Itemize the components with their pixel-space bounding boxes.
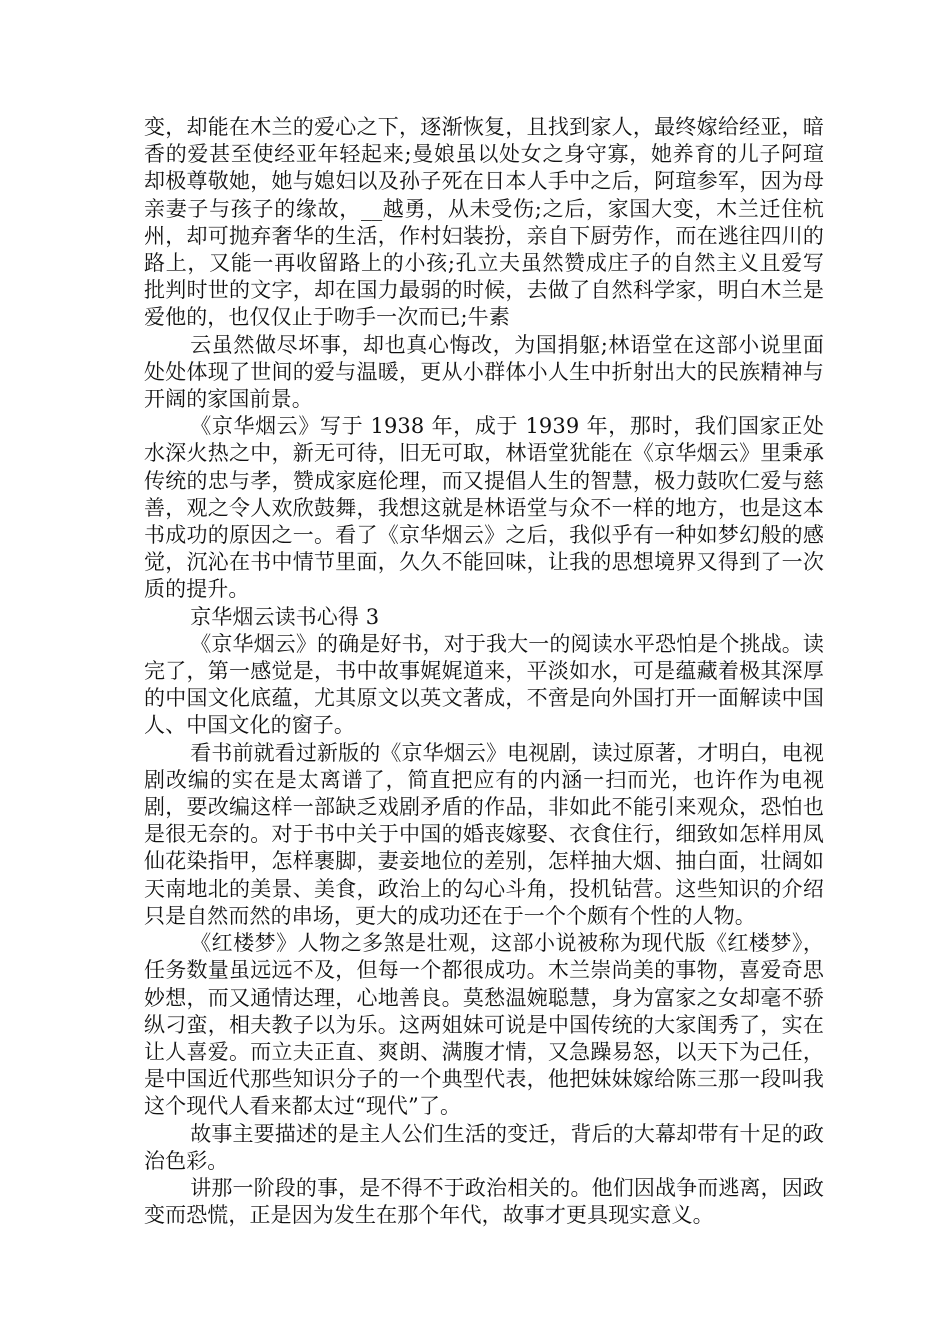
paragraph-4: 《京华烟云》的确是好书，对于我大一的阅读水平恐怕是个挑战。读完了，第一感觉是，书中故事娓娓道来，平淡如水，可是蕴藏着极其深厚的中国文化底蕴，尤其原文以英文著成，不啻是向外国打开一面解读中国人、中国文化的窗子。: [144, 631, 824, 738]
document-page: [144, 114, 824, 1229]
paragraph-8: 讲那一阶段的事，是不得不于政治相关的。他们因战争而逃离，因政变而恐慌，正是因为发生在那个年代，故事才更具现实意义。: [144, 1175, 824, 1228]
paragraph-5: 看书前就看过新版的《京华烟云》电视剧，读过原著，才明白，电视剧改编的实在是太离谱了，简直把应有的内涵一扫而光，也许作为电视剧，要改编这样一部缺乏戏剧矛盾的作品，非如此不能引来观众，恐怕也是很无奈的。对于书中关于中国的婚丧嫁娶、衣食住行，细致如怎样用凤仙花染指甲，怎样裹脚，妻妾地位的差别，怎样抽大烟、抽白面，壮阔如天南地北的美景、美食，政治上的勾心斗角，投机钻营。这些知识的介绍只是自然而然的串场，更大的成功还在于一个个颇有个性的人物。: [144, 740, 824, 928]
paragraph-3: 《京华烟云》写于 1938 年，成于 1939 年，那时，我们国家正处水深火热之中，新无可待，旧无可取，林语堂犹能在《京华烟云》里秉承传统的忠与孝，赞成家庭伦理，而又提倡人生的智慧，极力鼓吹仁爱与慈善，观之令人欢欣鼓舞，我想这就是林语堂与众不一样的地方，也是这本书成功的原因之一。看了《京华烟云》之后，我似乎有一种如梦幻般的感觉，沉沁在书中情节里面，久久不能回味，让我的思想境界又得到了一次质的提升。: [144, 414, 824, 602]
paragraph-2: 云虽然做尽坏事，却也真心悔改，为国捐躯;林语堂在这部小说里面处处体现了世间的爱与温暖，更从小群体小人生中折射出大的民族精神与开阔的家国前景。: [144, 332, 824, 412]
section-heading: 京华烟云读书心得 3: [190, 604, 380, 629]
paragraph-1: 变，却能在木兰的爱心之下，逐渐恢复，且找到家人，最终嫁给经亚，暗香的爱甚至使经亚年轻起来;曼娘虽以处女之身守寡，她养育的儿子阿瑄却极尊敬她，她与媳妇以及孙子死在日本人手中之后，阿瑄参军，因为母亲妻子与孩子的缘故，__越勇，从未受伤;之后，家国大变，木兰迁住杭州，却可抛弃奢华的生活，作村妇装扮，亲自下厨劳作，而在逃往四川的路上，又能一再收留路上的小孩;孔立夫虽然赞成庄子的自然主义且爱写批判时世的文字，却在国力最弱的时候，去做了自然科学家，明白木兰是爱他的，也仅仅止于吻手一次而已;牛素: [144, 115, 824, 330]
paragraph-7: 故事主要描述的是主人公们生活的变迁，背后的大幕却带有十足的政治色彩。: [144, 1121, 824, 1173]
paragraph-6: 《红楼梦》人物之多煞是壮观，这部小说被称为现代版《红楼梦》，任务数量虽远远不及，但每一个都很成功。木兰崇尚美的事物，喜爱奇思妙想，而又通情达理，心地善良。莫愁温婉聪慧，身为富家之女却毫不骄纵刁蛮，相夫教子以为乐。这两姐妹可说是中国传统的大家闺秀了，实在让人喜爱。而立夫正直、爽朗、满腹才情，又急躁易怒，以天下为己任，是中国近代那些知识分子的一个典型代表，他把妹妹嫁给陈三那一段叫我这个现代人看来都太过“现代”了。: [144, 931, 824, 1119]
